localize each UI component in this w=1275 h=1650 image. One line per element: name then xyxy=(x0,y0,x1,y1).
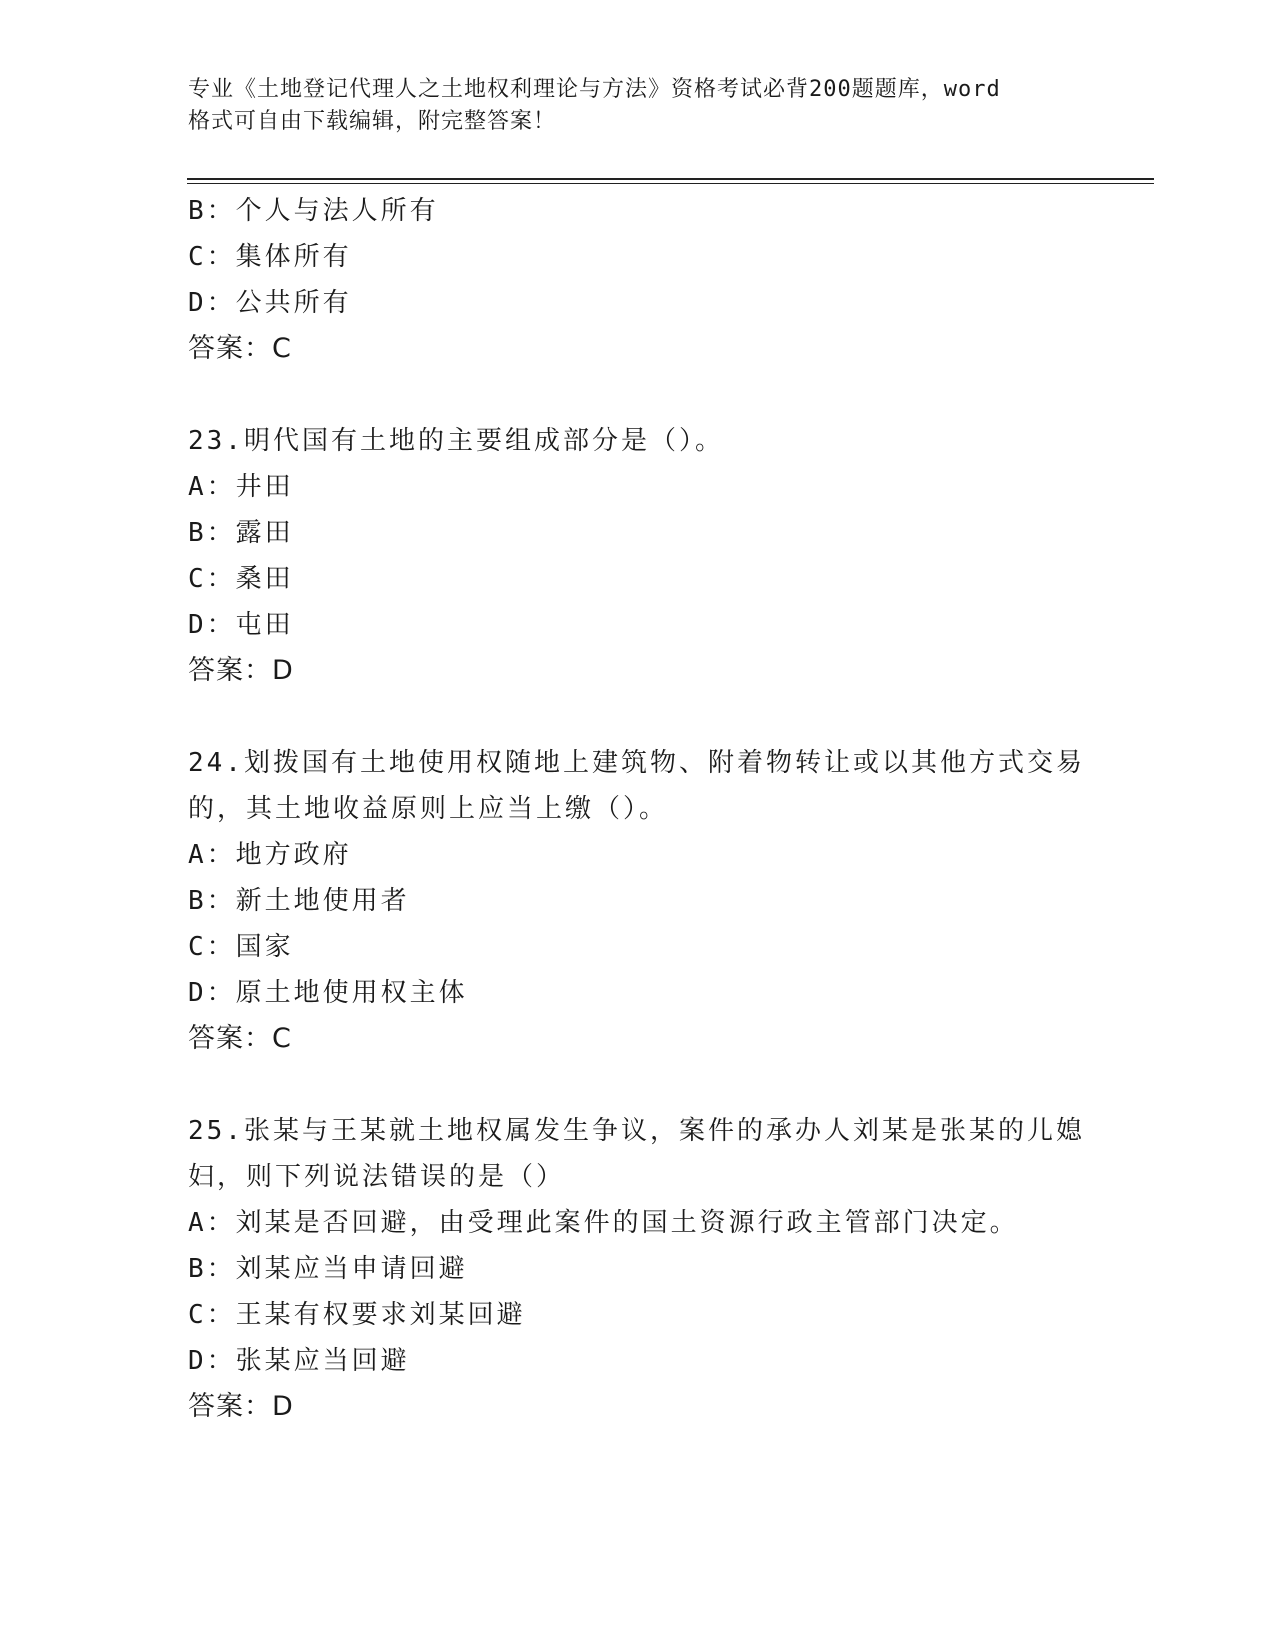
option-b: B：个人与法人所有 xyxy=(188,196,439,226)
question-24 xyxy=(188,740,1088,1062)
option-c: C：王某有权要求刘某回避 xyxy=(188,1300,526,1330)
answer-line: 答案：D xyxy=(188,655,294,686)
question-stem-continued: 的，其土地收益原则上应当上缴（）。 xyxy=(188,794,669,824)
option-c: C：集体所有 xyxy=(188,242,352,272)
document-header xyxy=(188,74,1068,138)
option-a: A：地方政府 xyxy=(188,840,352,870)
option-c: C：国家 xyxy=(188,932,294,962)
option-a: A：井田 xyxy=(188,472,294,502)
answer-line: 答案：C xyxy=(188,333,292,364)
option-c: C：桑田 xyxy=(188,564,294,594)
question-stem: 25.张某与王某就土地权属发生争议，案件的承办人刘某是张某的儿媳 xyxy=(188,1116,1085,1146)
question-23 xyxy=(188,418,1088,694)
option-b: B：刘某应当申请回避 xyxy=(188,1254,468,1284)
document-body xyxy=(188,188,1088,1430)
header-line-1: 专业《土地登记代理人之土地权利理论与方法》资格考试必背200题题库，word xyxy=(188,77,1001,102)
question-22-continued xyxy=(188,188,1088,372)
question-stem-continued: 妇，则下列说法错误的是（） xyxy=(188,1162,566,1192)
spacer xyxy=(188,372,1088,418)
option-b: B：露田 xyxy=(188,518,294,548)
question-stem: 23.明代国有土地的主要组成部分是（）。 xyxy=(188,426,724,456)
question-stem: 24.划拨国有土地使用权随地上建筑物、附着物转让或以其他方式交易 xyxy=(188,748,1085,778)
spacer xyxy=(188,694,1088,740)
option-d: D：屯田 xyxy=(188,610,294,640)
answer-line: 答案：C xyxy=(188,1023,292,1054)
option-a: A：刘某是否回避，由受理此案件的国土资源行政主管部门决定。 xyxy=(188,1208,1019,1238)
header-divider xyxy=(187,178,1154,184)
answer-line: 答案：D xyxy=(188,1391,294,1422)
option-d: D：原土地使用权主体 xyxy=(188,978,468,1008)
option-d: D：张某应当回避 xyxy=(188,1346,410,1376)
option-d: D：公共所有 xyxy=(188,288,352,318)
header-line-2: 格式可自由下载编辑，附完整答案！ xyxy=(188,109,557,134)
spacer xyxy=(188,1062,1088,1108)
option-b: B：新土地使用者 xyxy=(188,886,410,916)
question-25 xyxy=(188,1108,1088,1430)
